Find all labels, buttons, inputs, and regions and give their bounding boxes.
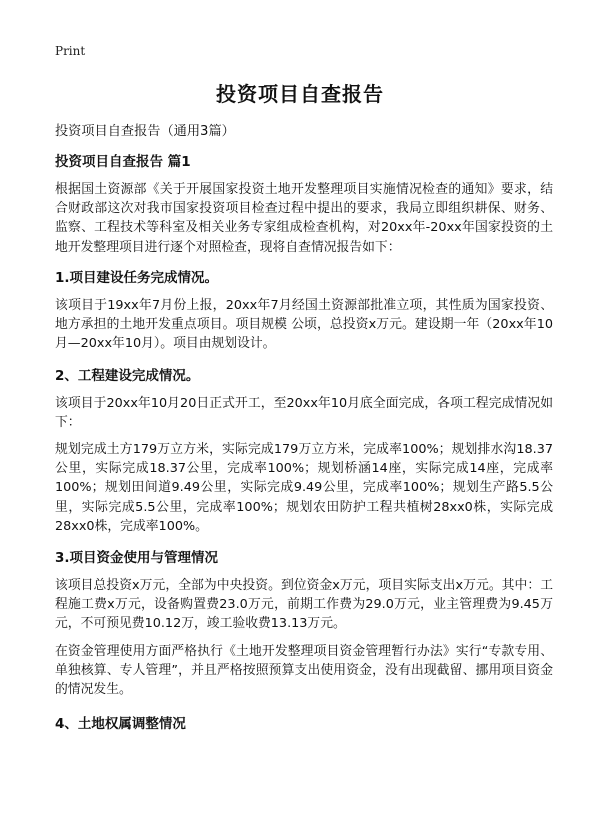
section-heading-2: 2、工程建设完成情况。 [55, 368, 200, 384]
page-title: 投资项目自查报告 [216, 82, 384, 106]
document-heading: 投资项目自查报告 篇1 [55, 154, 191, 170]
section-3-paragraph-2: 在资金管理使用方面严格执行《土地开发整理项目资金管理暂行办法》实行“专款专用、单独核算、专人管理”，并且严格按照预算支出使用资金，没有出现截留、挪用项目资金的情况发生。 [55, 644, 553, 698]
section-2-paragraph-2: 规划完成土方179万立方米，实际完成179万立方米，完成率100%；规划排水沟18.37公里，实际完成18.37公里，完成率100%；规划桥涵14座，实际完成14座，完成率100%；规划田间道9.49公里，实际完成9.49公里，完成率100%；规划生产路5.5公里，实际完成5.5公里，完成率100%；规划农田防护工程共植树28xx0株，实际完成28xx0株，完成率100%。 [55, 442, 553, 534]
intro-paragraph: 根据国土资源部《关于开展国家投资土地开发整理项目实施情况检查的通知》要求，结合财政部这次对我市国家投资项目检查过程中提出的要求，我局立即组织耕保、财务、监察、工程技术等科室及相关业务专家组成检查机构，对20xx年-20xx年国家投资的土地开发整理项目进行逐个对照检查，现将自查情况报告如下： [55, 182, 553, 255]
print-link[interactable]: Print [55, 44, 86, 58]
section-heading-4: 4、土地权属调整情况 [55, 716, 186, 732]
section-heading-1: 1.项目建设任务完成情况。 [55, 270, 219, 286]
section-heading-3: 3.项目资金使用与管理情况 [55, 550, 219, 566]
document-subtitle: 投资项目自查报告（通用3篇） [55, 124, 235, 139]
section-3-paragraph-1: 该项目总投资x万元，全部为中央投资。到位资金x万元，项目实际支出x万元。其中：工程施工费x万元，设备购置费23.0万元，前期工作费为29.0万元，业主管理费为9.45万元，不可预见费10.12万，竣工验收费13.13万元。 [55, 578, 553, 632]
section-1-paragraph-1: 该项目于19xx年7月份上报，20xx年7月经国土资源部批准立项，其性质为国家投资、地方承担的土地开发重点项目。项目规模 公顷，总投资x万元。建设期一年（20xx年10月—20xx年10月）。项目由规划设计。 [55, 298, 553, 352]
section-2-paragraph-1: 该项目于20xx年10月20日正式开工，至20xx年10月底全面完成，各项工程完成情况如下： [55, 396, 553, 431]
